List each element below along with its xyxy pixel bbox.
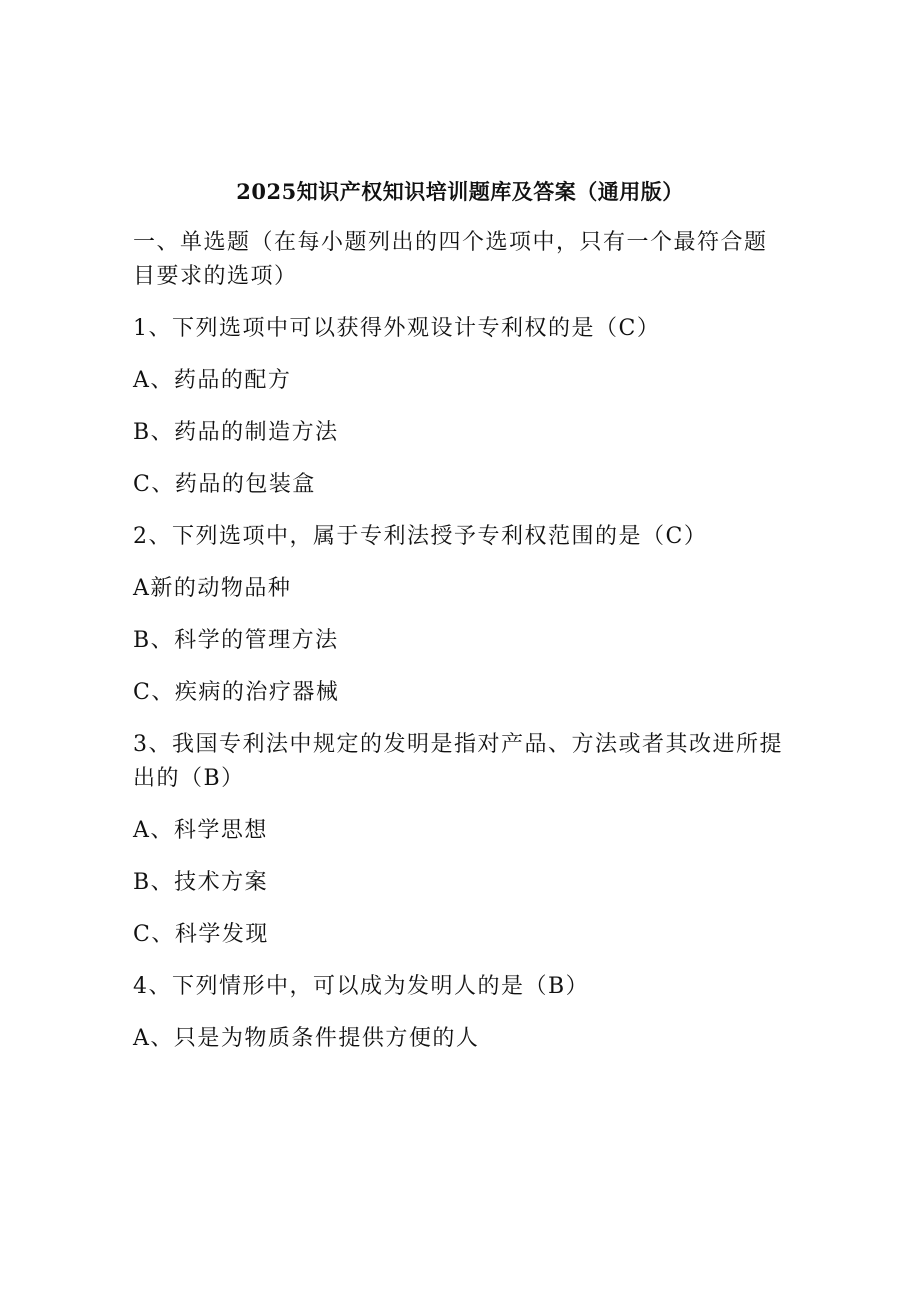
section-heading: 一、单选题（在每小题列出的四个选项中，只有一个最符合题目要求的选项） <box>133 230 768 289</box>
document-body <box>133 226 783 1074</box>
question-option: A、药品的配方 <box>133 368 292 393</box>
question-option: A、科学思想 <box>133 818 268 843</box>
question-option: C、疾病的治疗器械 <box>133 680 340 705</box>
question-option: C、科学发现 <box>133 922 269 947</box>
document-title: 2025知识产权知识培训题库及答案（通用版） <box>236 179 684 204</box>
question-option: B、药品的制造方法 <box>133 420 339 445</box>
question-option: A、只是为物质条件提供方便的人 <box>133 1026 480 1051</box>
question-stem: 3、我国专利法中规定的发明是指对产品、方法或者其改进所提出的（B） <box>133 732 783 791</box>
question-option: B、科学的管理方法 <box>133 628 339 653</box>
question-stem: 4、下列情形中，可以成为发明人的是（B） <box>133 974 590 999</box>
question-option: C、药品的包装盒 <box>133 472 316 497</box>
question-option: A新的动物品种 <box>133 576 292 601</box>
question-option: B、技术方案 <box>133 870 269 895</box>
question-stem: 1、下列选项中可以获得外观设计专利权的是（C） <box>133 316 661 341</box>
question-stem: 2、下列选项中，属于专利法授予专利权范围的是（C） <box>133 524 708 549</box>
